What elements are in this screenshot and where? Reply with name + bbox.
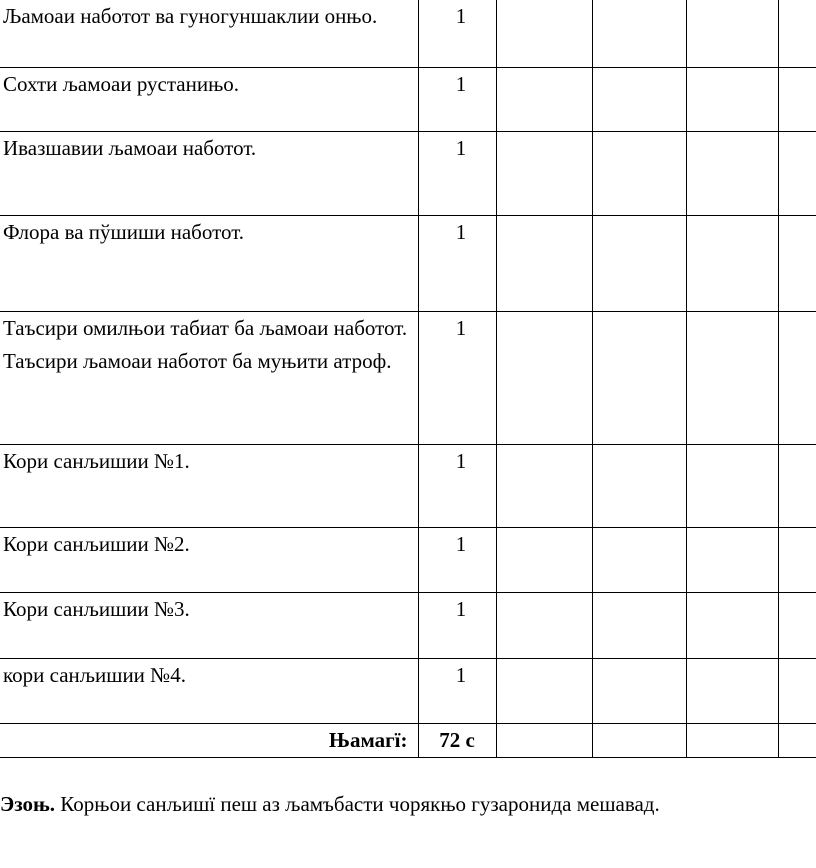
- empty-cell: [592, 444, 686, 527]
- total-label: Њамагї:: [0, 723, 418, 757]
- empty-cell: [592, 723, 686, 757]
- total-value: 72 с: [418, 723, 496, 757]
- footnote-text: Корњои санљишї пеш аз љамъбасти чорякњо гузаронида мешавад.: [55, 792, 660, 816]
- empty-cell: [778, 527, 816, 592]
- topic-cell: кори санљишии №4.: [0, 658, 418, 723]
- topic-cell: Кори санљишии №2.: [0, 527, 418, 592]
- table-row: [0, 592, 816, 658]
- hours-cell: [418, 0, 496, 67]
- table-row: [0, 658, 816, 723]
- empty-cell: [496, 215, 592, 311]
- empty-cell: [778, 658, 816, 723]
- empty-cell: [686, 215, 778, 311]
- hours-value: 1: [455, 596, 467, 621]
- empty-cell: [686, 527, 778, 592]
- topic-cell: Таъсири омилњои табиат ба љамоаи наботот. Таъсири љамоаи наботот ба муњити атроф.: [0, 311, 418, 444]
- empty-cell: [778, 0, 816, 67]
- empty-cell: [496, 67, 592, 131]
- empty-cell: [686, 131, 778, 215]
- topic-cell: Ивазшавии љамоаи наботот.: [0, 131, 418, 215]
- empty-cell: [686, 0, 778, 67]
- empty-cell: [778, 444, 816, 527]
- footnote: [0, 788, 660, 821]
- table-row: [0, 215, 816, 311]
- empty-cell: [592, 311, 686, 444]
- empty-cell: [592, 658, 686, 723]
- hours-cell: [418, 658, 496, 723]
- empty-cell: [778, 215, 816, 311]
- empty-cell: [686, 723, 778, 757]
- empty-cell: [496, 444, 592, 527]
- empty-cell: [778, 131, 816, 215]
- empty-cell: [496, 131, 592, 215]
- table-row: [0, 67, 816, 131]
- hours-cell: [418, 527, 496, 592]
- hours-cell: [418, 215, 496, 311]
- hours-value: 1: [455, 662, 467, 687]
- hours-value: 1: [455, 135, 467, 160]
- empty-cell: [778, 67, 816, 131]
- empty-cell: [496, 527, 592, 592]
- topic-cell: Кори санљишии №3.: [0, 592, 418, 658]
- empty-cell: [778, 311, 816, 444]
- empty-cell: [686, 592, 778, 658]
- empty-cell: [686, 67, 778, 131]
- table-row: [0, 527, 816, 592]
- empty-cell: [778, 592, 816, 658]
- empty-cell: [686, 658, 778, 723]
- empty-cell: [686, 311, 778, 444]
- empty-cell: [592, 527, 686, 592]
- hours-cell: [418, 67, 496, 131]
- hours-value: 1: [455, 4, 467, 28]
- topic-cell: Љамоаи наботот ва гуногуншаклии онњо.: [0, 0, 418, 67]
- empty-cell: [592, 67, 686, 131]
- table-row: [0, 131, 816, 215]
- empty-cell: [778, 723, 816, 757]
- hours-cell: [418, 131, 496, 215]
- table-row: [0, 0, 816, 67]
- empty-cell: [496, 723, 592, 757]
- empty-cell: [496, 592, 592, 658]
- hours-cell: [418, 592, 496, 658]
- hours-value: 1: [455, 448, 467, 473]
- hours-value: 1: [455, 531, 467, 556]
- footnote-label: Эзоњ.: [0, 792, 56, 816]
- empty-cell: [592, 592, 686, 658]
- empty-cell: [592, 215, 686, 311]
- table-row: [0, 311, 816, 444]
- hours-value: 1: [455, 71, 467, 96]
- hours-value: 1: [455, 315, 467, 340]
- empty-cell: [496, 0, 592, 67]
- hours-value: 1: [455, 219, 467, 244]
- hours-cell: [418, 311, 496, 444]
- topic-cell: Флора ва пўшиши наботот.: [0, 215, 418, 311]
- empty-cell: [686, 444, 778, 527]
- empty-cell: [592, 0, 686, 67]
- topic-cell: Сохти љамоаи рустанињо.: [0, 67, 418, 131]
- hours-cell: [418, 444, 496, 527]
- empty-cell: [496, 658, 592, 723]
- empty-cell: [496, 311, 592, 444]
- total-row: [0, 723, 816, 757]
- empty-cell: [592, 131, 686, 215]
- table-row: [0, 444, 816, 527]
- topic-cell: Кори санљишии №1.: [0, 444, 418, 527]
